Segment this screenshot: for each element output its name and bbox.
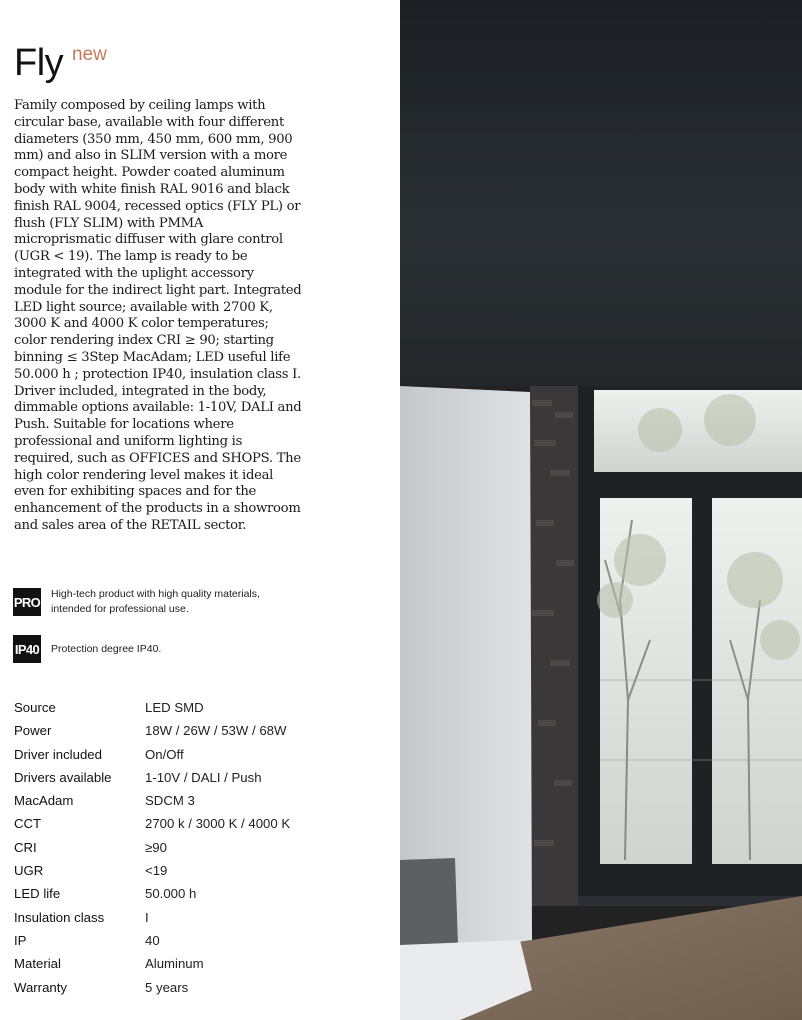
spec-row [14, 700, 290, 723]
spec-label: Drivers available [14, 769, 112, 785]
interior-photo [400, 0, 802, 1020]
spec-row [14, 723, 290, 746]
product-info-panel [0, 0, 400, 1020]
spec-label: LED life [14, 886, 61, 902]
spec-label: CCT [14, 816, 42, 832]
spec-value: 40 [145, 932, 160, 948]
spec-label: Driver included [14, 746, 102, 762]
spec-row [14, 747, 290, 770]
spec-row [14, 793, 290, 816]
spec-label: UGR [14, 863, 44, 879]
pro-badge-row [13, 587, 291, 617]
product-name: Fly [14, 42, 64, 84]
spec-value: Aluminum [145, 956, 204, 972]
spec-row [14, 886, 290, 909]
ip40-badge-row [13, 635, 161, 663]
spec-value: 50.000 h [145, 886, 197, 902]
spec-value: 5 years [145, 979, 189, 995]
spec-value: 2700 k / 3000 K / 4000 K [145, 816, 291, 832]
spec-label: Power [14, 723, 52, 739]
pro-badge-icon: PRO [13, 588, 41, 616]
spec-row [14, 863, 290, 886]
spec-row [14, 840, 290, 863]
spec-value: ≥90 [145, 839, 167, 855]
spec-value: On/Off [145, 746, 184, 762]
spec-row [14, 956, 290, 979]
spec-row [14, 980, 290, 1003]
ip40-badge-text: Protection degree IP40. [51, 642, 162, 655]
spec-label: Source [14, 700, 56, 715]
interior-scene-image [400, 0, 802, 1020]
spec-row [14, 910, 290, 933]
product-description: Family composed by ceiling lamps with circular base, available with four different diameters (350 mm, 450 mm, 600 mm, 900 mm) and also in SLIM version with a more compact height. Powder coated aluminum body with white finish RAL 9016 and black finish RAL 9004, recessed optics (FLY PL) or flush (FLY SLIM) with PMMA microprismatic diffuser with glare control (UGR < 19). The lamp is ready to be integrated with the uplight accessory module for the indirect light part. Integrated LED light source; available with 2700 K, 3000 K and 4000 K color temperatures; color rendering index CRI ≥ 90; starting binning ≤ 3Step MacAdam; LED useful life 50.000 h ; protection IP40, insulation class I. Driver included, integrated in the body, dimmable options available: 1-10V, DALI and Push. Suitable for locations where professional and uniform lighting is required, such as OFFICES and SHOPS. The high color rendering level makes it ideal even for exhibiting spaces and for the enhancement of the products in a showroom and sales area of the RETAIL sector. [14, 98, 302, 533]
spec-value: SDCM 3 [145, 793, 195, 809]
spec-row [14, 933, 290, 956]
spec-value: <19 [145, 863, 168, 879]
spec-value: 18W / 26W / 53W / 68W [145, 723, 287, 739]
spec-row [14, 816, 290, 839]
pro-badge-text: High-tech product with high quality materials, intended for professional use. [51, 588, 260, 615]
ip40-badge-icon: IP40 [13, 635, 41, 663]
spec-table [14, 700, 290, 1003]
spec-value: 1-10V / DALI / Push [145, 769, 262, 785]
spec-row [14, 770, 290, 793]
product-title [14, 42, 107, 85]
spec-label: MacAdam [14, 793, 74, 809]
spec-value: I [145, 909, 149, 925]
spec-value: LED SMD [145, 700, 204, 715]
spec-label: Warranty [14, 979, 68, 995]
spec-label: Insulation class [14, 909, 105, 925]
new-tag: new [72, 44, 107, 65]
spec-label: IP [14, 932, 27, 948]
spec-label: Material [14, 956, 61, 972]
spec-label: CRI [14, 839, 37, 855]
